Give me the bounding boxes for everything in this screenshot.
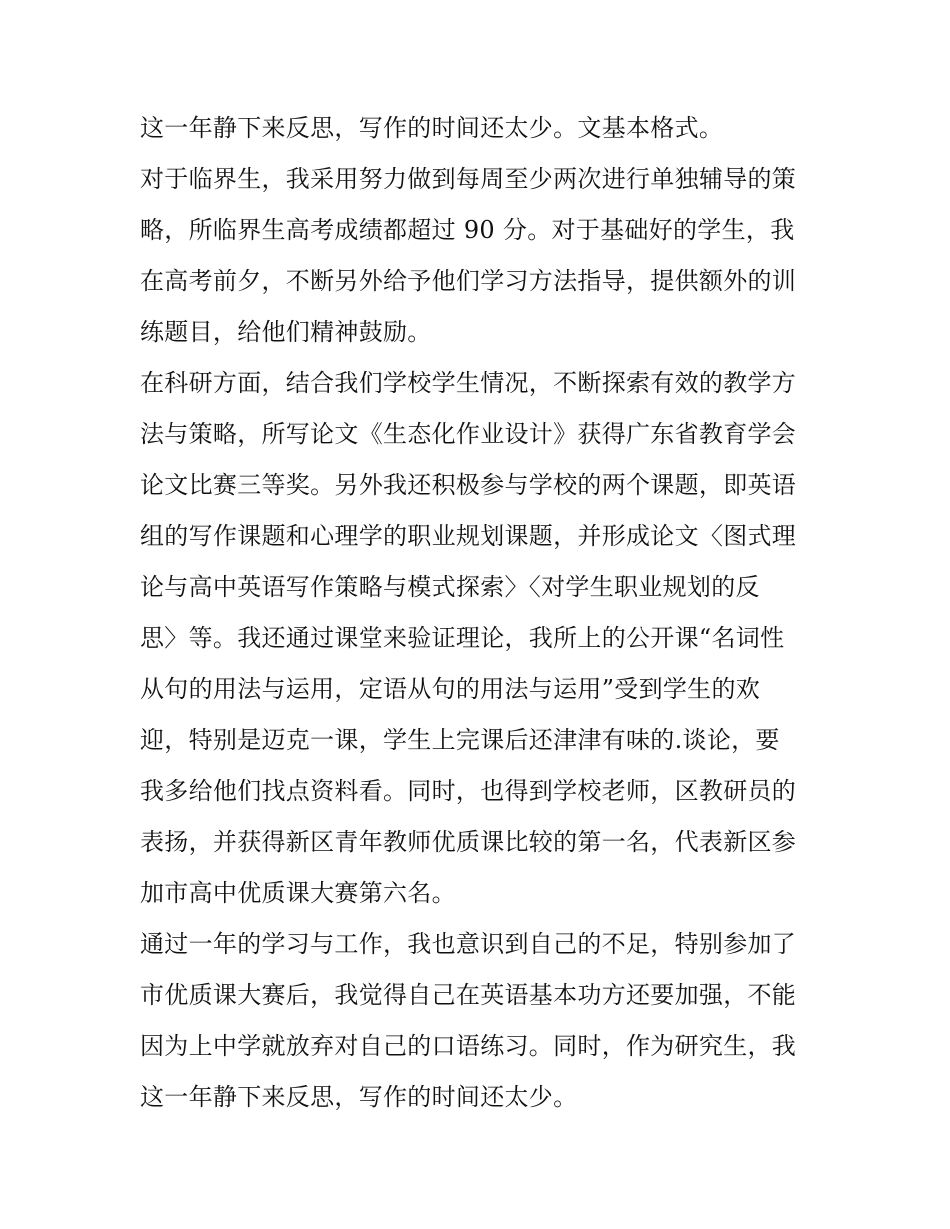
text-line: 在科研方面，结合我们学校学生情况，不断探索有效的教学方 <box>140 369 797 397</box>
document-body <box>140 103 820 1123</box>
text-line: 略，所临界生高考成绩都超过 90 分。对于基础好的学生，我 <box>140 216 795 244</box>
text-line: 加市高中优质课大赛第六名。 <box>140 879 456 907</box>
text-line: 通过一年的学习与工作，我也意识到自己的不足，特别参加了 <box>140 930 797 958</box>
text-line: 论与高中英语写作策略与模式探索〉〈对学生职业规划的反 <box>140 573 760 601</box>
text-line: 思〉等。我还通过课堂来验证理论，我所上的公开课“名词性 <box>140 624 785 652</box>
text-line: 对于临界生，我采用努力做到每周至少两次进行单独辅导的策 <box>140 165 797 193</box>
text-line: 市优质课大赛后，我觉得自己在英语基本功方还要加强，不能 <box>140 981 797 1009</box>
text-line: 表扬，并获得新区青年教师优质课比较的第一名，代表新区参 <box>140 828 797 856</box>
text-line: 从句的用法与运用，定语从句的用法与运用”受到学生的欢 <box>140 675 761 703</box>
text-line: 迎，特别是迈克一课，学生上完课后还津津有味的.谈论，要 <box>140 726 780 754</box>
text-line: 练题目，给他们精神鼓励。 <box>140 318 432 346</box>
text-line: 组的写作课题和心理学的职业规划课题，并形成论文〈图式理 <box>140 522 797 550</box>
text-line: 在高考前夕，不断另外给予他们学习方法指导，提供额外的训 <box>140 267 797 295</box>
text-line: 论文比赛三等奖。另外我还积极参与学校的两个课题，即英语 <box>140 471 797 499</box>
text-line: 这一年静下来反思，写作的时间还太少。 <box>140 1083 578 1111</box>
text-line: 我多给他们找点资料看。同时，也得到学校老师，区教研员的 <box>140 777 797 805</box>
text-line: 法与策略，所写论文《生态化作业设计》获得广东省教育学会 <box>140 420 797 448</box>
text-line: 因为上中学就放弃对自己的口语练习。同时，作为研究生，我 <box>140 1032 797 1060</box>
text-line: 这一年静下来反思，写作的时间还太少。文基本格式。 <box>140 114 724 142</box>
